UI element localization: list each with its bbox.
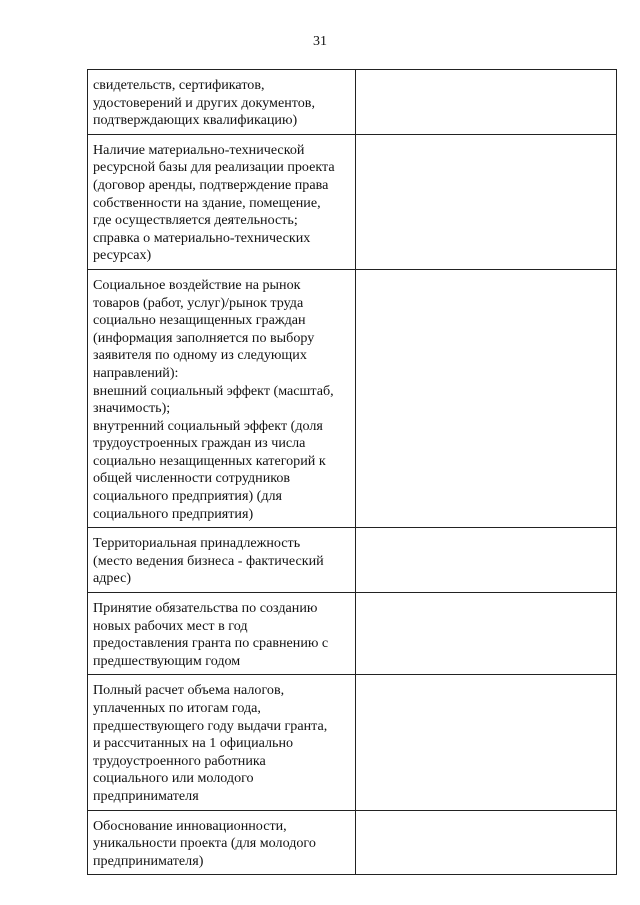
criterion-line: предпринимателя [93, 787, 199, 804]
criterion-cell [88, 810, 356, 875]
criterion-line: ресурсной базы для реализации проекта [93, 159, 335, 176]
criterion-line: социально незащищенных категорий к [93, 452, 326, 469]
criterion-line: предшествующим годом [93, 652, 241, 669]
value-cell[interactable] [356, 269, 617, 527]
criterion-cell [88, 134, 356, 269]
criterion-cell [88, 70, 356, 135]
criterion-line: удостоверений и других документов, [93, 94, 315, 111]
criterion-line: и рассчитанных на 1 официально [93, 735, 294, 752]
criterion-line: социального предприятия) [93, 505, 254, 522]
criterion-line: направлений): [93, 364, 179, 381]
criterion-line: Социальное воздействие на рынок [93, 276, 301, 293]
criterion-line: социального предприятия) (для [93, 488, 283, 505]
criterion-line: товаров (работ, услуг)/рынок труда [93, 294, 304, 311]
criterion-line: трудоустроенного работника [93, 752, 266, 769]
criterion-line: Принятие обязательства по созданию [93, 600, 318, 617]
criterion-line: уплаченных по итогам года, [93, 700, 261, 716]
criterion-line: свидетельств, сертификатов, [93, 77, 265, 93]
value-cell[interactable] [356, 593, 617, 675]
criterion-line: Обоснование инновационности, [93, 817, 287, 834]
criterion-cell [88, 675, 356, 810]
criterion-cell [88, 269, 356, 527]
criterion-line: социального или молодого [93, 770, 254, 787]
criterion-line: где осуществляется деятельность; [93, 212, 298, 229]
criterion-line: внешний социальный эффект (масштаб, [93, 382, 334, 399]
table-row [88, 810, 617, 875]
table-row [88, 134, 617, 269]
criterion-line: Территориальная принадлежность [93, 535, 301, 552]
criterion-line: адрес) [93, 570, 132, 587]
table-row [88, 269, 617, 527]
criterion-line: трудоустроенных граждан из числа [93, 435, 306, 452]
criterion-line: новых рабочих мест в год [93, 617, 248, 634]
table-row [88, 70, 617, 135]
criterion-line: собственности на здание, помещение, [93, 194, 321, 211]
criterion-line: внутренний социальный эффект (доля [93, 417, 323, 434]
table-row [88, 528, 617, 593]
criterion-line: значимость); [93, 400, 171, 417]
value-cell[interactable] [356, 134, 617, 269]
criterion-cell [88, 593, 356, 675]
criterion-line: (место ведения бизнеса - фактический [93, 552, 324, 569]
criterion-line: Наличие материально-технической [93, 141, 305, 158]
page-number: 31 [313, 34, 327, 49]
criterion-line: (договор аренды, подтверждение права [93, 176, 329, 193]
criterion-line: подтверждающих квалификацию) [93, 112, 298, 129]
criterion-line: предоставления гранта по сравнению с [93, 635, 329, 652]
criterion-line: социально незащищенных граждан [93, 312, 306, 329]
criterion-line: уникальности проекта (для молодого [93, 835, 316, 852]
table-row [88, 675, 617, 810]
criterion-line: общей численности сотрудников [93, 470, 291, 487]
criterion-line: предпринимателя) [93, 852, 204, 869]
value-cell[interactable] [356, 70, 617, 135]
criterion-line: Полный расчет объема налогов, [93, 682, 285, 699]
criterion-line: ресурсах) [93, 247, 152, 264]
criterion-line: предшествующего году выдачи гранта, [93, 717, 328, 734]
table-row [88, 593, 617, 675]
criterion-line: справка о материально-технических [93, 229, 311, 246]
criterion-cell [88, 528, 356, 593]
criterion-line: (информация заполняется по выбору [93, 329, 315, 346]
value-cell[interactable] [356, 810, 617, 875]
criteria-table [87, 69, 617, 875]
value-cell[interactable] [356, 675, 617, 810]
value-cell[interactable] [356, 528, 617, 593]
criterion-line: заявителя по одному из следующих [93, 347, 307, 364]
